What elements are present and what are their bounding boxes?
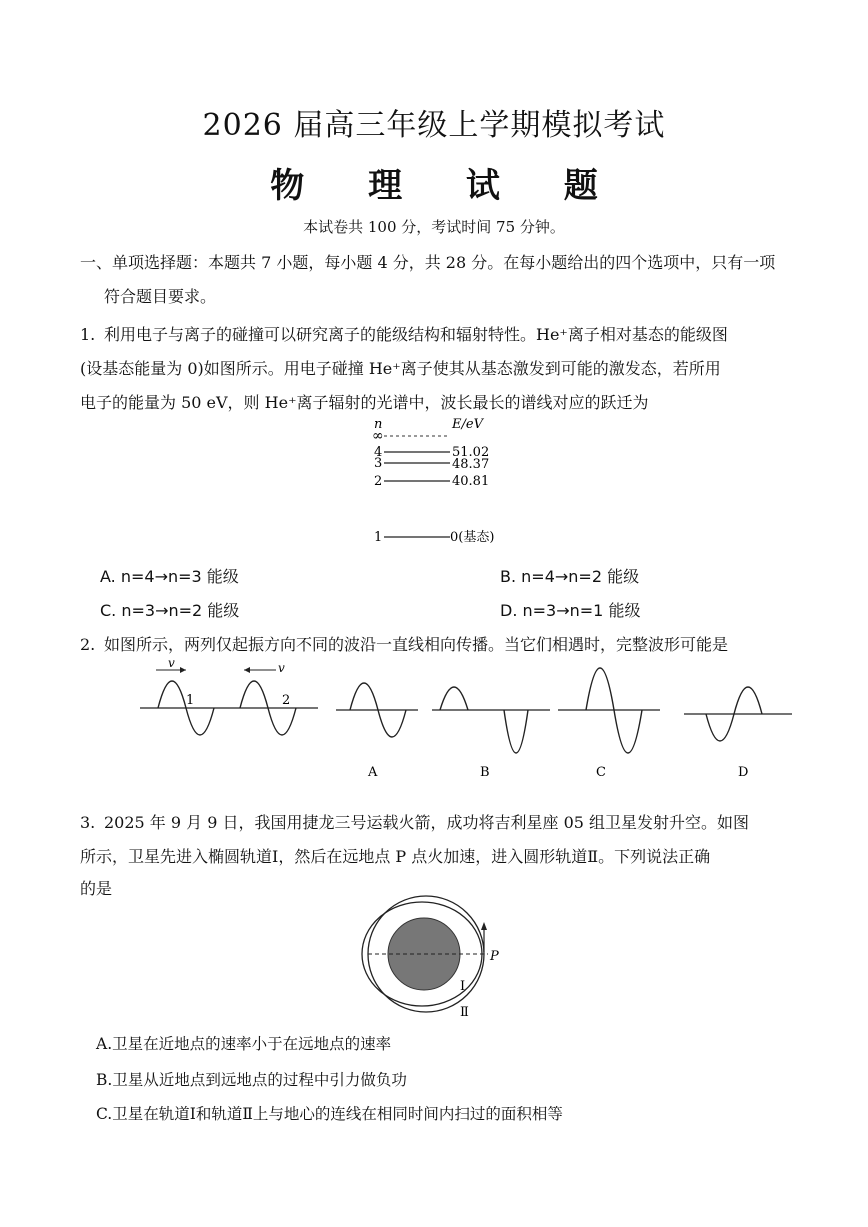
level-2-energy: 40.81 [452,474,490,489]
q3-line1: 2025 年 9 月 9 日，我国用捷龙三号运载火箭，成功将吉利星座 05 组卫星发射升空。如图 [104,813,750,832]
exam-note: 本试卷共 100 分，考试时间 75 分钟。 [303,218,565,236]
q1-line3: 电子的能量为 50 eV，则 He⁺离子辐射的光谱中，波长最长的谱线对应的跃迁为 [80,393,649,412]
initial-waves [140,656,318,735]
level-3-energy: 48.37 [452,457,490,472]
q1-option-b[interactable]: B. n=4→n=2 能级 [500,567,640,586]
q2-number: 2. [80,635,96,654]
q3-option-a[interactable]: A.卫星在近地点的速率小于在远地点的速率 [96,1035,392,1053]
wave-figure [130,656,810,786]
wave-option-d [684,687,792,780]
arrow-left-icon [244,667,250,673]
wave-1-label: 1 [186,693,195,708]
level-2-label: 2 [374,474,383,489]
level-4-energy: 51.02 [452,445,490,460]
energy-level-diagram [360,412,520,552]
q1-line2: (设基态能量为 0)如图所示。用电子碰撞 He⁺离子使其从基态激发到可能的激发态，若所用 [80,359,721,378]
wave-option-a [336,683,418,780]
q1-line1: 利用电子与离子的碰撞可以研究离子的能级结构和辐射特性。He⁺离子相对基态的能级图 [104,325,728,344]
e-header: E/eV [452,417,483,432]
label-b: B [480,765,490,780]
level-4-label: 4 [374,445,383,460]
wave-option-c [558,668,660,780]
label-c: C [596,765,606,780]
level-1-label: 1 [374,530,383,545]
q3-line3: 的是 [80,879,113,898]
q2-line1: 如图所示，两列仅起振方向不同的波沿一直线相向传播。当它们相遇时，完整波形可能是 [104,635,729,654]
subject-title: 物 理 试 题 [270,166,624,206]
q3-number: 3. [80,813,96,832]
q3-option-c[interactable]: C.卫星在轨道Ⅰ和轨道Ⅱ上与地心的连线在相同时间内扫过的面积相等 [96,1105,563,1123]
level-3-label: 3 [374,456,383,471]
q3-option-b[interactable]: B.卫星从近地点到远地点的过程中引力做负功 [96,1071,407,1089]
exam-title: 2026 届高三年级上学期模拟考试 [202,108,666,143]
point-p-label: P [490,949,499,964]
section-heading-line2: 符合题目要求。 [104,287,217,306]
level-inf-label: ∞ [372,428,384,444]
q1-option-a[interactable]: A. n=4→n=3 能级 [100,567,239,586]
q1-option-c[interactable]: C. n=3→n=2 能级 [100,601,240,620]
q1-number: 1. [80,325,96,344]
orbit-2-label: Ⅱ [460,1005,469,1020]
wave-2-label: 2 [282,693,291,708]
label-d: D [738,765,749,780]
v1-label: v [168,656,175,670]
v2-label: v [278,661,285,675]
section-heading-line1: 一、单项选择题：本题共 7 小题，每小题 4 分，共 28 分。在每小题给出的四个选项中，只有一项 [80,253,776,272]
orbit-figure [360,892,520,1022]
n-header: n [374,417,383,432]
level-1-energy: 0(基态) [450,530,495,545]
q1-option-d[interactable]: D. n=3→n=1 能级 [500,601,641,620]
velocity-arrow-icon [481,922,487,930]
orbit-1-label: Ⅰ [460,979,466,994]
arrow-right-icon [180,667,186,673]
wave-option-b [432,687,550,780]
q3-line2: 所示，卫星先进入椭圆轨道Ⅰ，然后在远地点 P 点火加速，进入圆形轨道Ⅱ。下列说法正确 [80,847,711,866]
label-a: A [368,765,378,780]
